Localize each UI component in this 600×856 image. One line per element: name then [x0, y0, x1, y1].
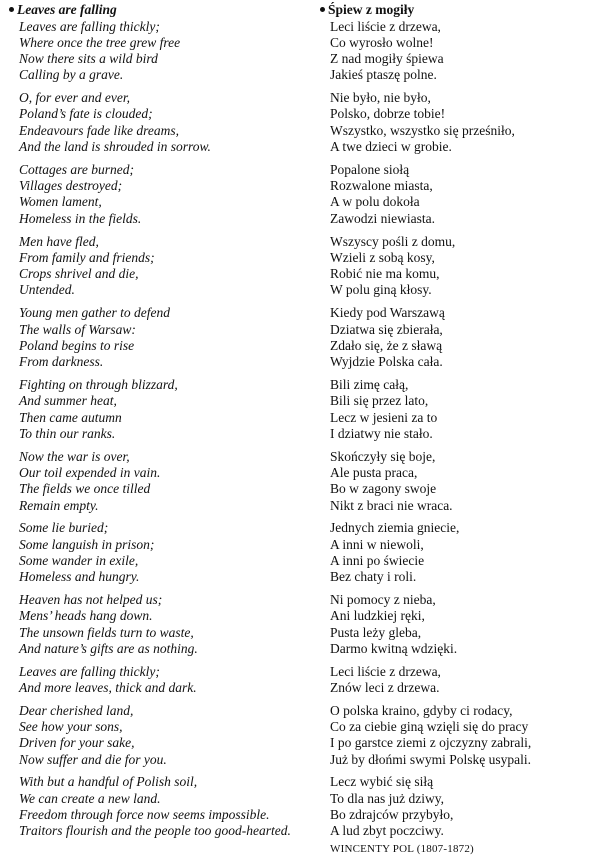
english-poem-line: To thin our ranks.: [19, 425, 116, 441]
english-title-text: Leaves are falling: [17, 2, 117, 17]
english-poem-line: Homeless and hungry.: [19, 569, 140, 585]
polish-stanza: [320, 703, 595, 768]
polish-poem-line: Bo zdrajców przybyło,: [330, 807, 454, 823]
polish-poem-line: I dziatwy nie stało.: [330, 425, 433, 441]
english-poem-line: Remain empty.: [19, 497, 99, 513]
polish-poem-line: A inni w niewoli,: [330, 536, 424, 552]
english-poem-line: Villages destroyed;: [19, 178, 123, 194]
polish-title-text: Śpiew z mogiły: [328, 2, 415, 17]
english-poem-line: Now the war is over,: [19, 448, 130, 464]
english-poem-line: The unsown fields turn to waste,: [19, 624, 194, 640]
english-poem-line: Driven for your sake,: [19, 735, 135, 751]
english-poem-line: With but a handful of Polish soil,: [19, 774, 198, 790]
polish-poem-line: Co wyrosło wolne!: [330, 34, 434, 50]
polish-poem-line: Bili zimę całą,: [330, 376, 409, 392]
english-poem-line: Poland begins to rise: [19, 337, 135, 353]
polish-poem-line: W polu giną kłosy.: [330, 282, 432, 298]
english-poem-line: The fields we once tilled: [19, 481, 151, 497]
polish-poem-line: Kiedy pod Warszawą: [330, 305, 445, 321]
polish-poem-line: Ani ludzkiej ręki,: [330, 608, 425, 624]
polish-poem-line: Ni pomocy z nieba,: [330, 592, 436, 607]
polish-poem-title: [320, 2, 595, 19]
english-poem-line: Men have fled,: [19, 233, 99, 249]
english-poem-line: Cottages are burned;: [19, 161, 134, 177]
english-poem-line: Endeavours fade like dreams,: [19, 122, 179, 138]
english-poem-line: Where once the tree grew free: [19, 34, 181, 50]
english-poem-line: Traitors flourish and the people too good-hearted.: [19, 823, 291, 839]
english-stanza: [9, 449, 304, 514]
polish-poem-line: Dziatwa się zbierała,: [330, 321, 443, 337]
polish-poem-line: Wszystko, wszystko się prześniło,: [330, 122, 515, 138]
english-poem-line: Then came autumn: [19, 409, 122, 425]
polish-stanza: [320, 377, 595, 442]
english-poem-line: Leaves are falling thickly;: [19, 18, 160, 34]
polish-poem-line: Lecz w jesieni za to: [330, 409, 438, 425]
polish-poem-line: O polska kraino, gdyby ci rodacy,: [330, 702, 513, 718]
polish-poem-line: Leci liście z drzewa,: [330, 18, 441, 34]
english-poem-line: See how your sons,: [19, 719, 123, 735]
polish-poem-line: Bili się przez lato,: [330, 393, 429, 409]
english-poem-line: The walls of Warsaw:: [19, 321, 136, 337]
english-stanzas: [9, 19, 304, 840]
english-poem-line: Crops shrivel and die,: [19, 266, 139, 282]
polish-poem-line: A twe dzieci w grobie.: [330, 139, 452, 155]
english-poem-line: And the land is shrouded in sorrow.: [19, 139, 211, 155]
english-poem-line: And summer heat,: [19, 393, 117, 409]
polish-poem-line: Nie było, nie było,: [330, 90, 431, 106]
english-poem-line: And nature’s gifts are as nothing.: [19, 640, 198, 656]
english-poem-line: Fighting on through blizzard,: [19, 376, 178, 392]
polish-poem-line: Polsko, dobrze tobie!: [330, 106, 446, 122]
english-stanza: [9, 162, 304, 227]
polish-poem-line: A w polu dokoła: [330, 194, 420, 210]
polish-poem-line: Znów leci z drzewa.: [330, 679, 440, 695]
english-stanza: [9, 774, 304, 839]
english-poem-line: Mens’ heads hang down.: [19, 608, 153, 624]
polish-stanza: [320, 162, 595, 227]
polish-stanza: [320, 234, 595, 299]
english-poem-line: From darkness.: [19, 354, 104, 370]
english-poem-line: Some languish in prison;: [19, 536, 155, 552]
polish-stanza: [320, 90, 595, 155]
english-poem-line: Poland’s fate is clouded;: [19, 106, 153, 122]
polish-poem-line: Wyjdzie Polska cała.: [330, 354, 443, 370]
polish-stanza: [320, 449, 595, 514]
polish-stanza: [320, 520, 595, 585]
bullet-icon: [320, 7, 325, 12]
polish-poem-line: Bez chaty i roli.: [330, 569, 417, 585]
polish-poem-line: I po garstce ziemi z ojczyzny zabrali,: [330, 735, 532, 751]
polish-poem-line: A inni po świecie: [330, 552, 425, 568]
english-poem-line: Now suffer and die for you.: [19, 751, 167, 767]
english-poem-line: Women lament,: [19, 194, 102, 210]
english-poem-line: Our toil expended in vain.: [19, 464, 161, 480]
polish-poem-line: To dla nas już dziwy,: [330, 790, 445, 806]
polish-poem-line: Z nad mogiły śpiewa: [330, 51, 444, 67]
polish-stanza: [320, 664, 595, 697]
english-poem-line: Heaven has not helped us;: [19, 592, 163, 607]
bullet-icon: [9, 7, 14, 12]
polish-stanza: [320, 19, 595, 84]
english-stanza: [9, 520, 304, 585]
polish-poem-line: Jednych ziemia gniecie,: [330, 520, 460, 536]
english-stanza: [9, 90, 304, 155]
polish-poem-line: Darmo kwitną wdzięki.: [330, 640, 458, 656]
english-stanza: [9, 664, 304, 697]
english-poem-line: We can create a new land.: [19, 790, 161, 806]
polish-poem-line: Zdało się, że z sławą: [330, 337, 443, 353]
english-poem-line: From family and friends;: [19, 249, 155, 265]
english-poem-column: [9, 2, 304, 846]
polish-poem-line: Wzieli z sobą kosy,: [330, 249, 435, 265]
english-poem-line: Young men gather to defend: [19, 305, 170, 321]
polish-poem-line: Skończyły się boje,: [330, 448, 436, 464]
polish-poem-line: Zawodzi niewiasta.: [330, 210, 435, 226]
polish-poem-line: Robić nie ma komu,: [330, 266, 440, 282]
polish-stanzas: [320, 19, 595, 840]
english-stanza: [9, 377, 304, 442]
english-stanza: [9, 234, 304, 299]
polish-stanza: [320, 305, 595, 370]
polish-stanza: [320, 592, 595, 657]
polish-poem-line: Wszyscy pośli z domu,: [330, 233, 456, 249]
english-stanza: [9, 305, 304, 370]
poem-author-credit: WINCENTY POL (1807-1872): [330, 843, 474, 856]
polish-poem-line: Już by dłońmi swymi Polskę usypali.: [330, 751, 532, 767]
polish-poem-line: Ale pusta praca,: [330, 464, 418, 480]
english-poem-line: O, for ever and ever,: [19, 90, 130, 106]
polish-poem-line: Rozwalone miasta,: [330, 178, 433, 194]
polish-poem-line: A lud zbyt poczciwy.: [330, 823, 444, 839]
polish-poem-line: Popalone siołą: [330, 161, 410, 177]
english-poem-line: Untended.: [19, 282, 75, 298]
english-poem-line: Homeless in the fields.: [19, 210, 142, 226]
english-poem-line: And more leaves, thick and dark.: [19, 679, 197, 695]
english-poem-line: Leaves are falling thickly;: [19, 663, 160, 679]
polish-poem-line: Nikt z braci nie wraca.: [330, 497, 453, 513]
polish-poem-line: Bo w zagony swoje: [330, 481, 437, 497]
polish-poem-line: Lecz wybić się siłą: [330, 774, 434, 790]
english-stanza: [9, 592, 304, 657]
polish-poem-line: Co za ciebie giną wzięli się do pracy: [330, 719, 529, 735]
english-poem-line: Some wander in exile,: [19, 552, 139, 568]
english-stanza: [9, 19, 304, 84]
english-poem-line: Calling by a grave.: [19, 67, 124, 83]
english-poem-line: Now there sits a wild bird: [19, 51, 158, 67]
polish-stanza: [320, 774, 595, 839]
english-poem-title: [9, 2, 304, 19]
polish-poem-column: [320, 2, 595, 856]
english-poem-line: Freedom through force now seems impossible.: [19, 807, 270, 823]
polish-poem-line: Jakieś ptaszę polne.: [330, 67, 437, 83]
english-poem-line: Dear cherished land,: [19, 702, 134, 718]
english-poem-line: Some lie buried;: [19, 520, 109, 536]
polish-poem-line: Pusta leży gleba,: [330, 624, 422, 640]
polish-poem-line: Leci liście z drzewa,: [330, 663, 441, 679]
english-stanza: [9, 703, 304, 768]
